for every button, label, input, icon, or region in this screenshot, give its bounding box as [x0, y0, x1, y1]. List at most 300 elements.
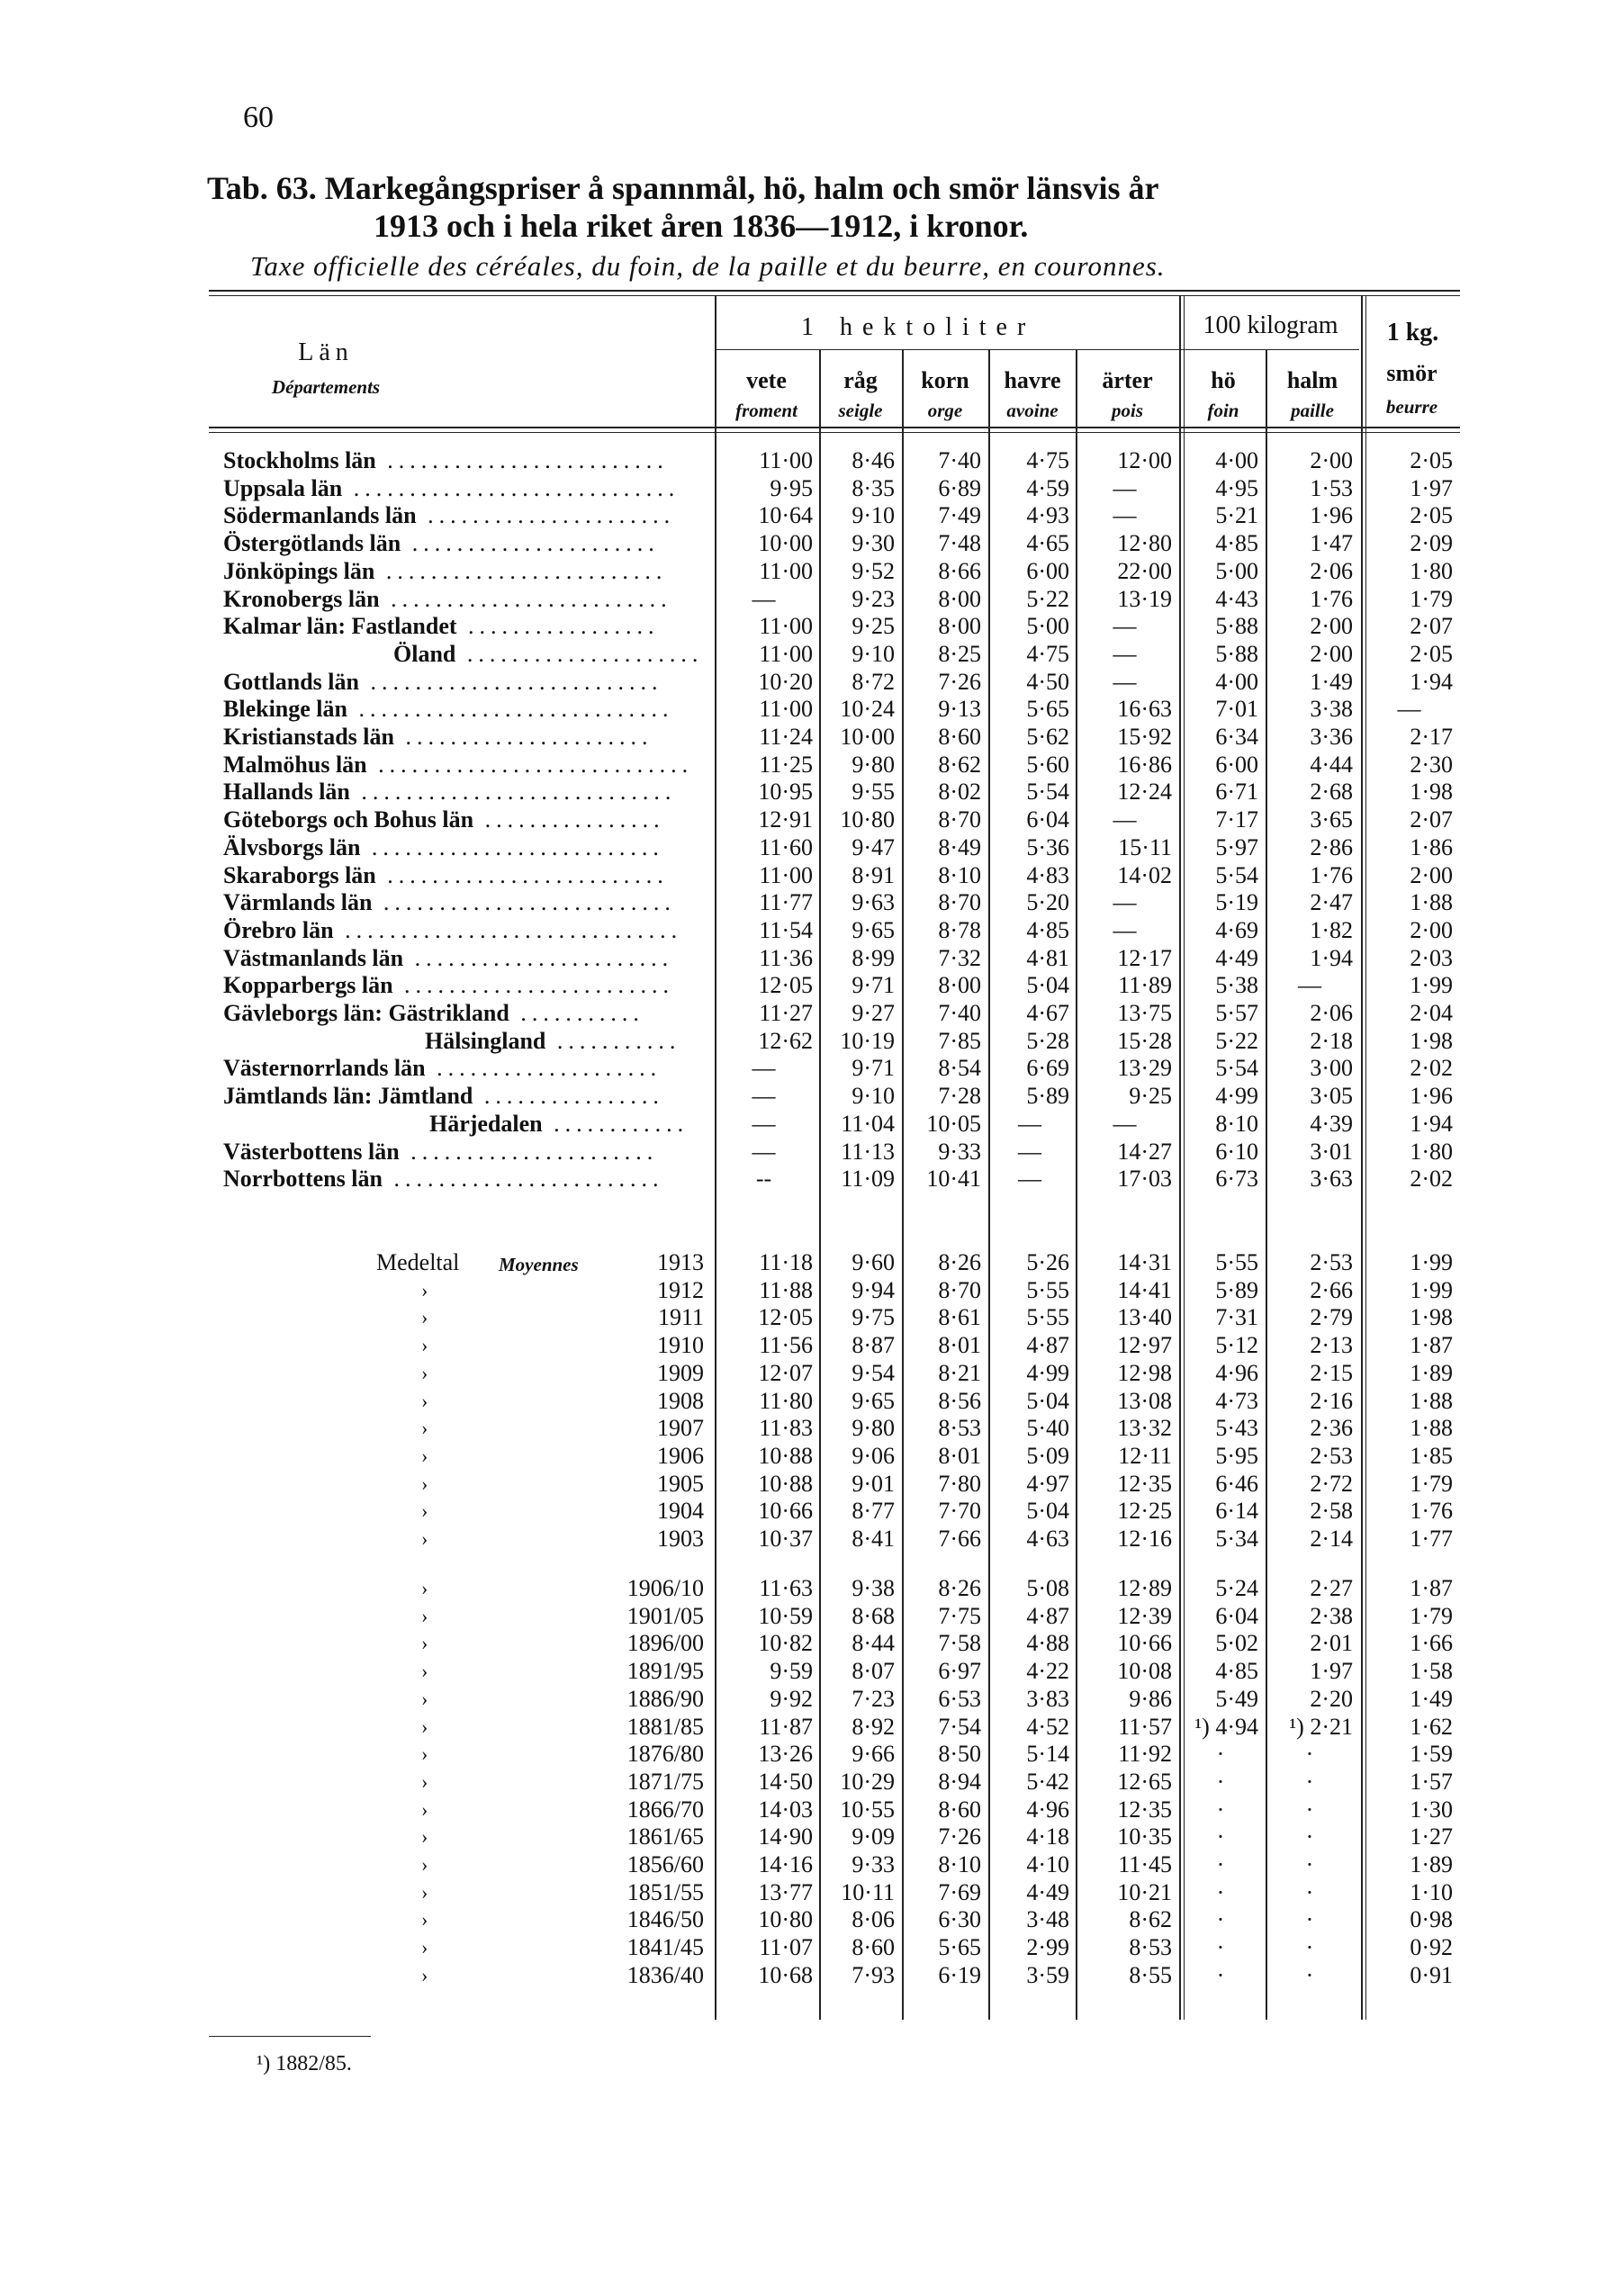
year-value: 13·08: [1117, 1388, 1172, 1414]
period-value: 9·09: [852, 1823, 895, 1850]
year-value: 11·18: [759, 1249, 813, 1275]
period-value: ¹) 2·21: [1289, 1714, 1353, 1740]
department-value: 7·40: [938, 447, 981, 473]
department-value: 4·67: [1026, 1000, 1069, 1026]
leader-dots: .........................: [375, 862, 669, 888]
department-label: Västernorrlands län: [223, 1055, 426, 1081]
department-value: 10·24: [840, 696, 895, 722]
rule-top: [209, 290, 1460, 292]
department-value: 2·00: [1410, 917, 1453, 943]
department-name: [223, 1139, 658, 1166]
department-value: 11·89: [1118, 972, 1172, 998]
period-value: ·: [1305, 1823, 1314, 1850]
leader-dots: ......................: [401, 530, 660, 556]
year-value: 1·85: [1410, 1443, 1453, 1469]
period-value: 8·53: [1129, 1934, 1172, 1960]
department-name: [223, 558, 667, 585]
year-label: 1913: [657, 1249, 704, 1275]
period-value: 8·07: [852, 1658, 895, 1684]
department-name: [223, 447, 669, 474]
year-value: 1·99: [1410, 1249, 1453, 1275]
department-value: 2·07: [1410, 613, 1453, 639]
year-label: 1904: [657, 1498, 704, 1524]
department-value: 8·49: [938, 834, 981, 860]
period-value: 0·91: [1410, 1962, 1453, 1988]
header-col-fr-0: froment: [735, 400, 797, 421]
header-lan-fr: Départements: [271, 376, 381, 398]
period-value: ·: [1216, 1769, 1225, 1795]
department-value: 11·00: [759, 447, 813, 473]
header-col-3: havre: [1004, 367, 1061, 393]
period-value: 1·66: [1410, 1630, 1453, 1656]
leader-dots: .................: [456, 613, 660, 639]
department-value: 5·54: [1026, 779, 1069, 805]
ditto-mark: ›: [421, 1306, 428, 1328]
department-label: Kristianstads län: [223, 724, 394, 750]
department-value: 12·00: [1117, 447, 1172, 473]
department-value: 1·53: [1310, 475, 1353, 501]
ditto-mark: ›: [421, 1362, 428, 1384]
year-value: 12·98: [1117, 1360, 1172, 1386]
department-value: 4·59: [1026, 475, 1069, 501]
department-name: [393, 641, 703, 668]
department-label: Hallands län: [223, 779, 350, 805]
period-value: 9·59: [770, 1658, 813, 1684]
year-value: 5·89: [1215, 1277, 1258, 1303]
year-label: 1905: [657, 1471, 704, 1497]
period-value: 4·18: [1026, 1823, 1069, 1850]
period-value: 4·88: [1026, 1630, 1069, 1656]
period-value: 1·57: [1410, 1769, 1453, 1795]
department-name: [223, 945, 673, 972]
department-value: —: [1113, 806, 1137, 833]
period-label: 1856/60: [626, 1851, 704, 1877]
leader-dots: ...........: [545, 1028, 681, 1054]
year-value: 5·26: [1026, 1249, 1069, 1275]
year-value: 10·37: [758, 1526, 813, 1552]
department-value: 7·17: [1215, 806, 1258, 833]
period-value: 10·66: [1117, 1630, 1172, 1656]
department-value: 1·80: [1410, 1139, 1453, 1165]
department-name: [223, 889, 676, 916]
leader-dots: ................: [473, 806, 665, 833]
leader-dots: ......................: [416, 502, 676, 528]
period-value: 7·26: [938, 1823, 981, 1850]
period-value: 10·59: [758, 1603, 813, 1629]
year-value: 5·12: [1215, 1332, 1258, 1358]
department-value: 4·00: [1215, 447, 1258, 473]
department-value: 9·10: [852, 502, 895, 528]
period-value: 8·60: [852, 1934, 895, 1960]
year-value: 2·53: [1310, 1249, 1353, 1275]
department-value: 3·36: [1310, 724, 1353, 750]
period-value: 8·55: [1129, 1962, 1172, 1988]
year-value: 8·56: [938, 1388, 981, 1414]
leader-dots: .........................: [379, 586, 672, 612]
table-subtitle: Taxe officielle des céréales, du foin, de la paille et du beurre, en couronnes.: [250, 250, 1166, 282]
period-label: 1841/45: [626, 1934, 704, 1960]
year-value: 9·80: [852, 1415, 895, 1441]
department-value: 11·13: [841, 1139, 895, 1165]
department-value: 5·00: [1026, 613, 1069, 639]
period-value: ·: [1305, 1962, 1314, 1988]
department-value: 13·29: [1117, 1055, 1172, 1081]
year-value: 12·25: [1117, 1498, 1172, 1524]
period-value: 5·49: [1215, 1686, 1258, 1712]
rule-col-7: [1361, 295, 1363, 2020]
department-name: [223, 834, 664, 861]
department-value: 1·98: [1410, 779, 1453, 805]
department-value: 11·27: [759, 1000, 813, 1026]
ditto-mark: ›: [421, 1964, 428, 1986]
table-title: Tab. 63. Markegångspriser å spannmål, hö, halm och smör länsvis år: [207, 170, 1159, 206]
department-value: 5·22: [1026, 586, 1069, 612]
year-value: 1·76: [1410, 1498, 1453, 1524]
year-value: 8·01: [938, 1443, 981, 1469]
year-value: 5·55: [1026, 1277, 1069, 1303]
department-value: 7·28: [938, 1083, 981, 1109]
department-value: 8·46: [852, 447, 895, 473]
ditto-mark: ›: [421, 1908, 428, 1931]
year-value: 4·96: [1215, 1360, 1258, 1386]
period-value: 9·66: [852, 1741, 895, 1767]
price-table: [209, 290, 1460, 2027]
period-value: 10·68: [758, 1962, 813, 1988]
leader-dots: ............................: [349, 779, 677, 805]
department-name: [223, 862, 669, 889]
department-name: [223, 752, 693, 779]
period-value: 10·21: [1117, 1879, 1172, 1905]
department-value: 2·02: [1410, 1055, 1453, 1081]
year-value: 5·55: [1215, 1249, 1258, 1275]
year-value: 2·53: [1310, 1443, 1353, 1469]
period-label: 1846/50: [626, 1906, 704, 1932]
department-value: 9·65: [852, 917, 895, 943]
department-label: Älvsborgs län: [223, 834, 361, 860]
department-value: 9·13: [938, 696, 981, 722]
department-value: 4·81: [1026, 945, 1069, 971]
department-value: 16·63: [1117, 696, 1172, 722]
ditto-mark: ›: [421, 1605, 428, 1627]
leader-dots: ................: [473, 1083, 664, 1109]
department-value: 11·00: [759, 862, 813, 888]
period-value: 10·82: [758, 1630, 813, 1656]
department-value: 10·05: [926, 1111, 981, 1137]
department-value: 7·48: [938, 530, 981, 556]
department-value: —: [1113, 502, 1137, 528]
department-label: Kalmar län: Fastlandet: [223, 613, 457, 639]
period-value: 10·55: [840, 1796, 895, 1823]
period-value: 5·14: [1026, 1741, 1069, 1767]
department-value: 1·94: [1310, 945, 1353, 971]
leader-dots: ......................: [394, 724, 653, 750]
department-value: 7·32: [938, 945, 981, 971]
department-value: 2·17: [1410, 724, 1453, 750]
year-value: 14·31: [1117, 1249, 1172, 1275]
period-value: 1·79: [1410, 1603, 1453, 1629]
period-value: 3·48: [1026, 1906, 1069, 1932]
department-value: 8·10: [938, 862, 981, 888]
year-value: 8·61: [938, 1304, 981, 1330]
department-value: 9·47: [852, 834, 895, 860]
year-value: 5·43: [1215, 1415, 1258, 1441]
department-value: 4·85: [1215, 530, 1258, 556]
ditto-mark: ›: [421, 1499, 428, 1522]
period-value: 11·57: [1118, 1714, 1172, 1740]
year-value: 9·54: [852, 1360, 895, 1386]
period-value: 1·30: [1410, 1796, 1453, 1823]
period-value: 5·65: [938, 1934, 981, 1960]
period-value: 12·35: [1117, 1796, 1172, 1823]
year-value: 14·41: [1117, 1277, 1172, 1303]
period-value: 2·27: [1310, 1575, 1353, 1601]
department-value: 7·49: [938, 502, 981, 528]
period-value: 14·16: [758, 1851, 813, 1877]
department-value: —: [1113, 1111, 1137, 1137]
period-value: ¹) 4·94: [1194, 1714, 1258, 1740]
department-name: [223, 1166, 663, 1193]
ditto-mark: ›: [421, 1770, 428, 1793]
department-value: 8·66: [938, 558, 981, 584]
period-value: 10·11: [841, 1879, 895, 1905]
department-value: 2·06: [1310, 558, 1353, 584]
department-value: --: [755, 1166, 772, 1192]
department-value: 1·94: [1410, 669, 1453, 695]
department-value: 1·80: [1410, 558, 1453, 584]
department-label: Östergötlands län: [223, 530, 401, 556]
medeltal-label-fr: Moyennes: [499, 1254, 579, 1275]
year-value: 2·36: [1310, 1415, 1353, 1441]
period-value: 1·87: [1410, 1575, 1453, 1601]
department-value: 12·05: [758, 972, 813, 998]
department-value: 2·03: [1410, 945, 1453, 971]
header-col-6: halm: [1286, 367, 1338, 393]
year-label: 1907: [657, 1415, 704, 1441]
department-value: 4·75: [1026, 641, 1069, 667]
department-value: 5·19: [1215, 889, 1258, 915]
year-value: 4·63: [1026, 1526, 1069, 1552]
period-value: 9·92: [770, 1686, 813, 1712]
leader-dots: .........................: [374, 558, 668, 584]
year-value: 7·31: [1215, 1304, 1258, 1330]
department-value: 14·27: [1117, 1139, 1172, 1165]
department-value: 8·78: [938, 917, 981, 943]
header-col-5: hö: [1211, 367, 1236, 393]
department-value: 9·95: [770, 475, 813, 501]
ditto-mark: ›: [421, 1825, 428, 1848]
department-value: —: [1113, 669, 1137, 695]
department-value: 2·00: [1310, 613, 1353, 639]
period-value: 8·92: [852, 1714, 895, 1740]
department-value: 12·80: [1117, 530, 1172, 556]
period-value: 9·86: [1129, 1686, 1172, 1712]
header-lan: Län: [298, 338, 354, 366]
department-value: 5·21: [1215, 502, 1258, 528]
period-value: 8·26: [938, 1575, 981, 1601]
period-value: ·: [1216, 1823, 1225, 1850]
department-value: 8·00: [938, 613, 981, 639]
department-label: Kopparbergs län: [223, 972, 393, 998]
leader-dots: .......................: [403, 945, 674, 971]
period-value: 3·59: [1026, 1962, 1069, 1988]
year-value: 9·60: [852, 1249, 895, 1275]
department-value: 4·85: [1026, 917, 1069, 943]
department-value: 2·05: [1410, 447, 1453, 473]
department-value: 9·10: [852, 1083, 895, 1109]
department-value: 9·30: [852, 530, 895, 556]
department-name: [223, 586, 672, 613]
department-value: 12·24: [1117, 779, 1172, 805]
department-name: [223, 502, 675, 529]
leader-dots: ............................: [347, 696, 674, 722]
period-value: 4·49: [1026, 1879, 1069, 1905]
year-value: 8·70: [938, 1277, 981, 1303]
department-value: 11·54: [759, 917, 813, 943]
period-value: 1·97: [1310, 1658, 1353, 1684]
period-value: 1·27: [1410, 1823, 1453, 1850]
ditto-mark: ›: [421, 1688, 428, 1710]
department-value: 11·09: [841, 1166, 895, 1192]
leader-dots: ..........................: [360, 834, 664, 860]
department-value: 4·83: [1026, 862, 1069, 888]
department-value: 6·00: [1026, 558, 1069, 584]
department-value: 1·99: [1410, 972, 1453, 998]
leader-dots: ..............................: [333, 917, 683, 943]
rule-header-bottom: [209, 427, 1460, 428]
department-value: 9·52: [852, 558, 895, 584]
department-name: [223, 1000, 644, 1027]
department-value: 22·00: [1117, 558, 1172, 584]
header-col-fr-7: beurre: [1385, 396, 1438, 418]
year-label: 1912: [657, 1277, 704, 1303]
department-value: 1·94: [1410, 1111, 1453, 1137]
year-value: 2·16: [1310, 1388, 1353, 1414]
year-value: 12·35: [1117, 1471, 1172, 1497]
year-value: 5·09: [1026, 1443, 1069, 1469]
year-value: 5·95: [1215, 1443, 1258, 1469]
period-value: 8·10: [938, 1851, 981, 1877]
period-value: 6·53: [938, 1686, 981, 1712]
year-value: 6·46: [1215, 1471, 1258, 1497]
period-value: 8·50: [938, 1741, 981, 1767]
department-label: Södermanlands län: [223, 502, 417, 528]
year-value: 1·88: [1410, 1388, 1453, 1414]
year-value: 8·77: [852, 1498, 895, 1524]
department-value: 5·00: [1215, 558, 1258, 584]
department-value: 10·41: [926, 1166, 981, 1192]
period-value: 5·02: [1215, 1630, 1258, 1656]
department-value: 4·44: [1310, 752, 1353, 778]
department-value: 10·00: [840, 724, 895, 750]
header-hektoliter: 1 hektoliter: [801, 313, 1036, 341]
period-value: ·: [1305, 1741, 1314, 1767]
department-value: 3·63: [1310, 1166, 1353, 1192]
department-value: 4·65: [1026, 530, 1069, 556]
department-value: 12·91: [758, 806, 813, 833]
year-value: 5·40: [1026, 1415, 1069, 1441]
department-value: 1·96: [1410, 1083, 1453, 1109]
department-value: 7·01: [1215, 696, 1258, 722]
department-value: 2·09: [1410, 530, 1453, 556]
period-value: ·: [1305, 1851, 1314, 1877]
period-value: 1·58: [1410, 1658, 1453, 1684]
department-value: 6·00: [1215, 752, 1258, 778]
year-value: 11·88: [759, 1277, 813, 1303]
header-col-fr-5: foin: [1207, 400, 1239, 421]
period-value: 8·60: [938, 1796, 981, 1823]
period-value: 3·83: [1026, 1686, 1069, 1712]
rule-100kg: [1179, 349, 1359, 350]
department-value: —: [1113, 613, 1137, 639]
department-value: 5·88: [1215, 641, 1258, 667]
department-value: 9·10: [852, 641, 895, 667]
header-col-4: ärter: [1102, 367, 1153, 393]
department-value: 7·85: [938, 1028, 981, 1054]
year-value: 7·70: [938, 1498, 981, 1524]
department-value: 11·00: [759, 641, 813, 667]
department-value: 6·34: [1215, 724, 1258, 750]
period-value: 10·80: [758, 1906, 813, 1932]
department-value: 9·71: [852, 972, 895, 998]
department-value: 8·25: [938, 641, 981, 667]
rule-header-bottom2: [209, 432, 1460, 433]
year-value: 9·06: [852, 1443, 895, 1469]
header-col-fr-2: orge: [927, 400, 963, 421]
department-value: 5·20: [1026, 889, 1069, 915]
department-value: 9·80: [852, 752, 895, 778]
department-value: 8·99: [852, 945, 895, 971]
year-value: 4·73: [1215, 1388, 1258, 1414]
department-value: 10·95: [758, 779, 813, 805]
year-value: 10·88: [758, 1471, 813, 1497]
department-value: 11·04: [841, 1111, 895, 1137]
period-value: ·: [1216, 1962, 1225, 1988]
department-value: 8·35: [852, 475, 895, 501]
year-value: 10·88: [758, 1443, 813, 1469]
department-value: 1·82: [1310, 917, 1353, 943]
department-value: 8·60: [938, 724, 981, 750]
department-value: —: [1113, 889, 1137, 915]
period-value: 10·29: [840, 1769, 895, 1795]
department-label: Västmanlands län: [223, 945, 404, 971]
year-value: 12·11: [1118, 1443, 1172, 1469]
period-label: 1901/05: [626, 1603, 704, 1629]
year-value: 9·75: [852, 1304, 895, 1330]
period-value: 8·06: [852, 1906, 895, 1932]
department-value: 3·00: [1310, 1055, 1353, 1081]
year-value: 6·14: [1215, 1498, 1258, 1524]
year-value: 5·34: [1215, 1526, 1258, 1552]
department-label: Jämtlands län: Jämtland: [223, 1083, 473, 1109]
leader-dots: .....................: [455, 641, 704, 667]
department-value: 2·05: [1410, 502, 1453, 528]
period-value: 13·26: [758, 1741, 813, 1767]
header-col-7: smör: [1386, 360, 1437, 386]
year-value: 12·16: [1117, 1526, 1172, 1552]
ditto-mark: ›: [421, 1334, 428, 1356]
year-value: 8·21: [938, 1360, 981, 1386]
period-value: 1·49: [1410, 1686, 1453, 1712]
department-value: 3·01: [1310, 1139, 1353, 1165]
year-value: 10·66: [758, 1498, 813, 1524]
department-value: 5·28: [1026, 1028, 1069, 1054]
period-value: 1·89: [1410, 1851, 1453, 1877]
department-value: 4·99: [1215, 1083, 1258, 1109]
department-value: 8·70: [938, 889, 981, 915]
period-label: 1896/00: [626, 1630, 704, 1656]
department-name: [223, 917, 682, 944]
department-value: 9·27: [852, 1000, 895, 1026]
